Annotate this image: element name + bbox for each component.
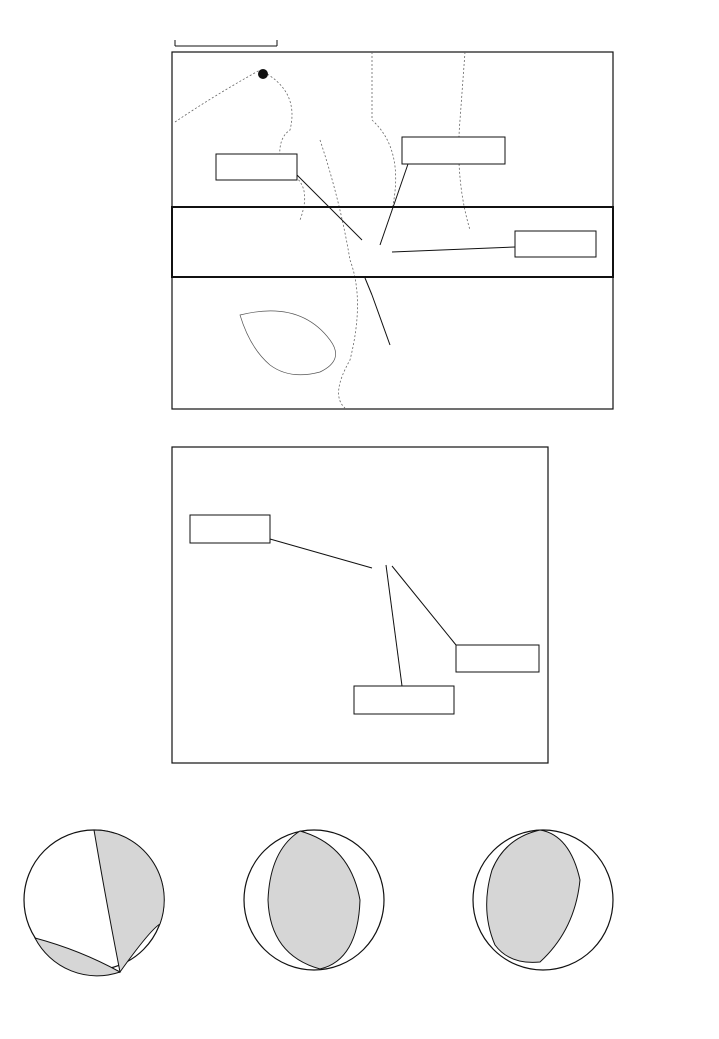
map-callout-box-3: [515, 231, 596, 257]
map-scale-bar: [175, 40, 277, 46]
cross-section-plot: [172, 447, 548, 763]
section-frame: [172, 447, 548, 763]
mechanism-3: [473, 830, 613, 970]
section-callout-box-3: [354, 686, 454, 714]
mechanism-1: [24, 830, 164, 976]
epicenter-map: [172, 52, 613, 409]
map-callout-box-2: [402, 137, 505, 164]
large-event-marker: [258, 69, 268, 79]
section-callout-box-1: [190, 515, 270, 543]
section-callout-box-2: [456, 645, 539, 672]
map-callout-box-1: [216, 154, 297, 180]
mechanism-2: [244, 830, 384, 970]
